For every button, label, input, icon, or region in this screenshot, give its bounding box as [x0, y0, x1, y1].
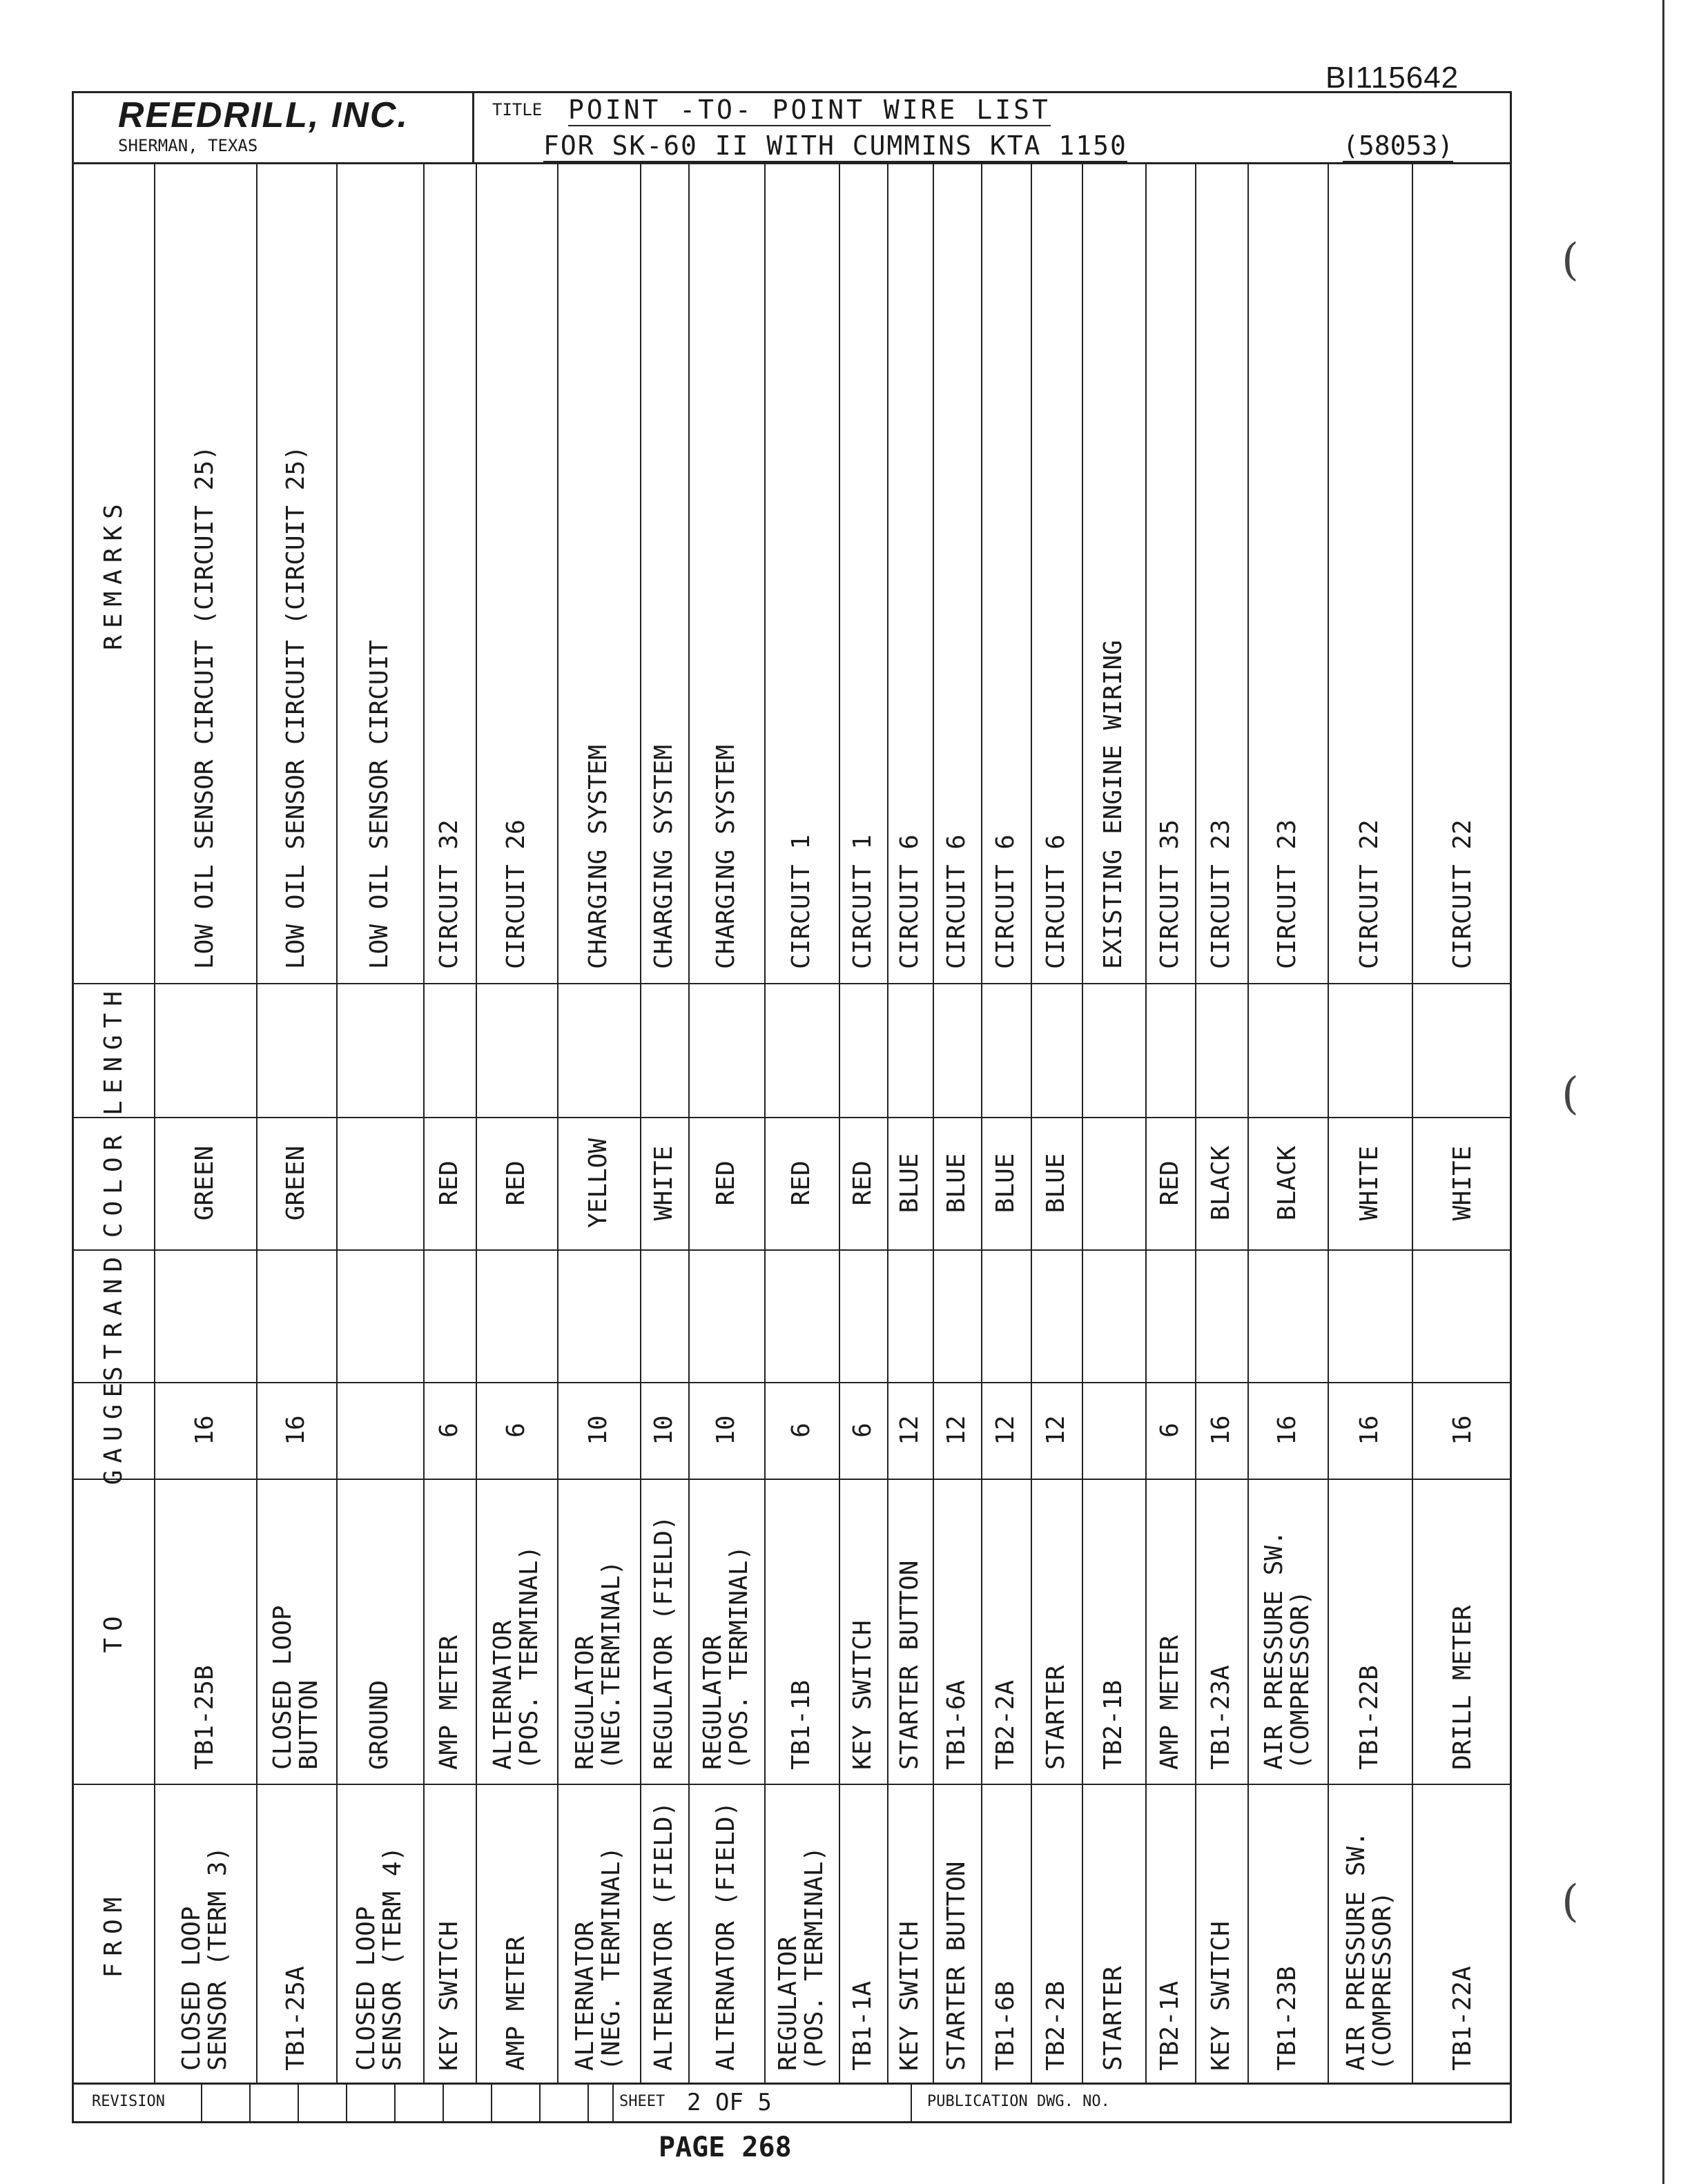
cell-color-text: RED	[712, 1160, 740, 1206]
cell-from	[154, 1784, 256, 2085]
cell-remarks-text: LOW OIL SENSOR CIRCUIT	[365, 640, 393, 969]
company-block	[74, 93, 474, 162]
cell-color	[981, 1117, 1031, 1249]
cell-from-text: TB1-25A	[282, 1966, 310, 2071]
binder-hole-mark: (	[1562, 1069, 1579, 1120]
title-block	[72, 91, 1512, 164]
cell-length	[839, 983, 887, 1117]
cell-remarks	[423, 164, 476, 983]
document-id: BI115642	[1325, 61, 1459, 95]
cell-color-text: RED	[787, 1160, 815, 1206]
cell-gauge-text: 10	[650, 1415, 678, 1445]
cell-color-text: BLUE	[942, 1153, 971, 1213]
cell-to	[1247, 1479, 1328, 1784]
cell-gauge	[1145, 1382, 1195, 1479]
cell-to	[839, 1479, 887, 1784]
cell-gauge	[764, 1382, 839, 1479]
cell-strand	[1082, 1249, 1145, 1382]
cell-remarks	[476, 164, 557, 983]
cell-remarks-text: CIRCUIT 6	[1042, 834, 1070, 969]
cell-color	[256, 1117, 336, 1249]
column-header-label: STRAND	[99, 1249, 128, 1382]
cell-gauge	[640, 1382, 688, 1479]
cell-strand	[1328, 1249, 1412, 1382]
cell-remarks	[1247, 164, 1328, 983]
cell-from-text: CLOSED LOOP SENSOR (TERM 4)	[352, 1846, 407, 2071]
cell-to-text: KEY SWITCH	[848, 1620, 877, 1770]
cell-to-text: TB2-2A	[991, 1679, 1020, 1770]
cell-remarks-text: CIRCUIT 23	[1273, 819, 1301, 969]
cell-remarks	[764, 164, 839, 983]
cell-color-text: BLACK	[1273, 1145, 1301, 1221]
cell-gauge-text: 6	[502, 1423, 530, 1438]
cell-color-text: WHITE	[1448, 1145, 1477, 1221]
cell-color	[1247, 1117, 1328, 1249]
cell-to-text: STARTER	[1042, 1665, 1070, 1770]
cell-to-text: TB1-23A	[1207, 1665, 1235, 1770]
cell-strand	[1031, 1249, 1082, 1382]
cell-from-text: ALTERNATOR (FIELD)	[712, 1801, 740, 2071]
cell-from	[1412, 1784, 1514, 2085]
cell-length	[933, 983, 981, 1117]
cell-color	[1328, 1117, 1412, 1249]
cell-length	[1145, 983, 1195, 1117]
cell-from-text: TB2-2B	[1042, 1980, 1070, 2071]
cell-color	[688, 1117, 764, 1249]
cell-to	[1031, 1479, 1082, 1784]
cell-to	[1328, 1479, 1412, 1784]
cell-to	[933, 1479, 981, 1784]
cell-color	[839, 1117, 887, 1249]
cell-from-text: TB2-1A	[1156, 1980, 1184, 2071]
cell-to-text: DRILL METER	[1448, 1605, 1477, 1770]
publication-dwg-label: PUBLICATION DWG. NO.	[927, 2093, 1110, 2110]
cell-strand	[887, 1249, 933, 1382]
cell-remarks-text: CIRCUIT 1	[848, 834, 877, 969]
cell-to	[1145, 1479, 1195, 1784]
cell-from	[1082, 1784, 1145, 2085]
cell-remarks-text: LOW OIL SENSOR CIRCUIT (CIRCUIT 25)	[282, 445, 310, 969]
cell-remarks-text: CHARGING SYSTEM	[712, 744, 740, 969]
cell-length	[557, 983, 640, 1117]
cell-to-text: STARTER BUTTON	[895, 1560, 924, 1770]
cell-remarks	[640, 164, 688, 983]
sheet-label: SHEET	[619, 2093, 665, 2110]
cell-gauge-text: 6	[848, 1423, 877, 1438]
column-header-label: REMARKS	[99, 497, 128, 650]
cell-to	[640, 1479, 688, 1784]
column-header-label: TO	[99, 1609, 128, 1653]
company-logo: REEDRILL, INC.	[118, 95, 409, 135]
cell-strand	[1412, 1249, 1514, 1382]
cell-length	[1031, 983, 1082, 1117]
cell-gauge	[256, 1382, 336, 1479]
cell-color-text: GREEN	[282, 1145, 310, 1221]
title-line-1: POINT -TO- POINT WIRE LIST	[568, 95, 1051, 125]
cell-gauge-text: 16	[1273, 1415, 1301, 1445]
cell-from	[557, 1784, 640, 2085]
title-number: (58053)	[1343, 130, 1454, 161]
cell-strand	[476, 1249, 557, 1382]
cell-color	[640, 1117, 688, 1249]
cell-strand	[688, 1249, 764, 1382]
cell-color	[336, 1117, 423, 1249]
cell-length	[1412, 983, 1514, 1117]
cell-remarks-text: CIRCUIT 35	[1156, 819, 1184, 969]
cell-to-text: AMP METER	[1156, 1635, 1184, 1770]
cell-gauge	[154, 1382, 256, 1479]
cell-strand	[933, 1249, 981, 1382]
cell-to	[1412, 1479, 1514, 1784]
cell-remarks	[256, 164, 336, 983]
cell-to	[423, 1479, 476, 1784]
cell-color-text: BLUE	[991, 1153, 1020, 1213]
cell-from-text: TB1-6B	[991, 1980, 1020, 2071]
column-header-label: COLOR	[99, 1128, 128, 1238]
cell-to	[1082, 1479, 1145, 1784]
cell-remarks-text: CIRCUIT 6	[991, 834, 1020, 969]
cell-from	[256, 1784, 336, 2085]
cell-gauge-text: 10	[584, 1415, 612, 1445]
cell-gauge-text: 12	[942, 1415, 971, 1445]
cell-gauge	[933, 1382, 981, 1479]
wire-list-table	[72, 164, 1512, 2085]
cell-gauge	[336, 1382, 423, 1479]
cell-to	[476, 1479, 557, 1784]
binder-hole-mark: (	[1562, 1876, 1579, 1927]
column-header-label: GAUGE	[99, 1375, 128, 1485]
cell-to-text: REGULATOR (NEG.TERMINAL)	[571, 1560, 625, 1770]
cell-to-text: ALTERNATOR (POS. TERMINAL)	[489, 1545, 543, 1770]
cell-remarks	[1195, 164, 1247, 983]
cell-strand	[256, 1249, 336, 1382]
cell-to-text: TB1-25B	[191, 1665, 219, 1770]
cell-color-text: BLACK	[1207, 1145, 1235, 1221]
column-header-strand	[74, 1249, 154, 1382]
cell-gauge-text: 6	[1156, 1423, 1184, 1438]
column-header-color	[74, 1117, 154, 1249]
cell-to-text: REGULATOR (FIELD)	[650, 1515, 678, 1770]
cell-length	[1082, 983, 1145, 1117]
cell-gauge-text: 6	[435, 1423, 463, 1438]
cell-from-text: STARTER	[1099, 1966, 1127, 2071]
cell-color	[423, 1117, 476, 1249]
company-location: SHERMAN, TEXAS	[118, 136, 258, 155]
cell-color-text: BLUE	[1042, 1153, 1070, 1213]
column-header-remarks	[74, 164, 154, 983]
cell-strand	[839, 1249, 887, 1382]
cell-to	[154, 1479, 256, 1784]
cell-gauge	[1247, 1382, 1328, 1479]
cell-remarks	[981, 164, 1031, 983]
cell-from	[764, 1784, 839, 2085]
cell-remarks	[336, 164, 423, 983]
cell-color	[557, 1117, 640, 1249]
cell-from-text: STARTER BUTTON	[942, 1861, 971, 2071]
cell-remarks	[839, 164, 887, 983]
cell-gauge	[557, 1382, 640, 1479]
cell-length	[688, 983, 764, 1117]
cell-color-text: BLUE	[895, 1153, 924, 1213]
cell-color-text: WHITE	[650, 1145, 678, 1221]
title-label: TITLE	[492, 100, 543, 119]
cell-remarks-text: CIRCUIT 32	[435, 819, 463, 969]
cell-gauge-text: 12	[991, 1415, 1020, 1445]
page-edge-line	[1662, 0, 1664, 2184]
cell-remarks-text: CIRCUIT 6	[942, 834, 971, 969]
cell-to	[764, 1479, 839, 1784]
column-header-gauge	[74, 1375, 154, 1485]
cell-gauge-text: 16	[282, 1415, 310, 1445]
cell-from-text: TB1-1A	[848, 1980, 877, 2071]
cell-from	[887, 1784, 933, 2085]
cell-strand	[764, 1249, 839, 1382]
cell-gauge	[981, 1382, 1031, 1479]
cell-strand	[1195, 1249, 1247, 1382]
cell-strand	[336, 1249, 423, 1382]
cell-remarks	[688, 164, 764, 983]
cell-remarks	[1145, 164, 1195, 983]
cell-to	[981, 1479, 1031, 1784]
cell-length	[1328, 983, 1412, 1117]
cell-gauge	[1082, 1382, 1145, 1479]
cell-length	[981, 983, 1031, 1117]
cell-from-text: CLOSED LOOP SENSOR (TERM 3)	[177, 1846, 232, 2071]
cell-from	[1031, 1784, 1082, 2085]
cell-from	[423, 1784, 476, 2085]
cell-remarks-text: LOW OIL SENSOR CIRCUIT (CIRCUIT 25)	[191, 445, 219, 969]
cell-remarks	[154, 164, 256, 983]
cell-gauge	[1031, 1382, 1082, 1479]
cell-from-text: ALTERNATOR (FIELD)	[650, 1801, 678, 2071]
cell-color	[154, 1117, 256, 1249]
cell-color	[476, 1117, 557, 1249]
cell-to-text: REGULATOR (POS. TERMINAL)	[699, 1545, 753, 1770]
cell-to	[557, 1479, 640, 1784]
cell-from-text: REGULATOR (POS. TERMINAL)	[774, 1846, 828, 2071]
cell-color-text: RED	[1156, 1160, 1184, 1206]
cell-gauge-text: 12	[895, 1415, 924, 1445]
cell-remarks-text: CIRCUIT 26	[502, 819, 530, 969]
cell-to	[1195, 1479, 1247, 1784]
sheet-value: 2 OF 5	[687, 2089, 772, 2116]
cell-remarks	[887, 164, 933, 983]
cell-from	[688, 1784, 764, 2085]
cell-from	[1195, 1784, 1247, 2085]
cell-from	[933, 1784, 981, 2085]
cell-to-text: TB1-6A	[942, 1679, 971, 1770]
cell-length	[423, 983, 476, 1117]
cell-color	[1082, 1117, 1145, 1249]
cell-from-text: KEY SWITCH	[435, 1921, 463, 2071]
cell-gauge	[423, 1382, 476, 1479]
cell-gauge-text: 16	[1448, 1415, 1477, 1445]
cell-gauge	[1412, 1382, 1514, 1479]
cell-strand	[557, 1249, 640, 1382]
cell-from-text: KEY SWITCH	[895, 1921, 924, 2071]
cell-remarks-text: CIRCUIT 22	[1448, 819, 1477, 969]
cell-strand	[981, 1249, 1031, 1382]
cell-strand	[154, 1249, 256, 1382]
cell-remarks	[1412, 164, 1514, 983]
cell-to-text: GROUND	[365, 1679, 393, 1770]
cell-from-text: KEY SWITCH	[1207, 1921, 1235, 2071]
cell-to	[336, 1479, 423, 1784]
cell-color	[1412, 1117, 1514, 1249]
cell-length	[1195, 983, 1247, 1117]
cell-from-text: AIR PRESSURE SW. (COMPRESSOR)	[1342, 1831, 1397, 2071]
cell-to-text: CLOSED LOOP BUTTON	[269, 1605, 323, 1770]
cell-gauge-text: 12	[1042, 1415, 1070, 1445]
cell-gauge	[1328, 1382, 1412, 1479]
cell-length	[640, 983, 688, 1117]
revision-label: REVISION	[92, 2093, 165, 2110]
cell-gauge	[839, 1382, 887, 1479]
cell-to	[688, 1479, 764, 1784]
cell-color-text: RED	[435, 1160, 463, 1206]
cell-color	[887, 1117, 933, 1249]
cell-color	[1195, 1117, 1247, 1249]
cell-to-text: TB2-1B	[1099, 1679, 1127, 1770]
cell-remarks	[1082, 164, 1145, 983]
column-header-label: FROM	[99, 1890, 128, 1978]
cell-remarks	[557, 164, 640, 983]
page-number: PAGE 268	[659, 2132, 792, 2163]
cell-remarks	[1031, 164, 1082, 983]
cell-from-text: AMP METER	[502, 1936, 530, 2071]
column-header-length	[74, 983, 154, 1117]
column-header-from	[74, 1784, 154, 2085]
cell-color-text: WHITE	[1355, 1145, 1383, 1221]
cell-to	[256, 1479, 336, 1784]
cell-remarks-text: CIRCUIT 22	[1355, 819, 1383, 969]
cell-color	[764, 1117, 839, 1249]
cell-from	[1247, 1784, 1328, 2085]
cell-from	[640, 1784, 688, 2085]
cell-gauge	[688, 1382, 764, 1479]
column-header-label: LENGTH	[99, 984, 128, 1116]
cell-length	[154, 983, 256, 1117]
cell-length	[256, 983, 336, 1117]
cell-gauge	[476, 1382, 557, 1479]
cell-gauge	[887, 1382, 933, 1479]
cell-length	[476, 983, 557, 1117]
cell-strand	[423, 1249, 476, 1382]
cell-color	[933, 1117, 981, 1249]
cell-gauge-text: 6	[787, 1423, 815, 1438]
cell-remarks-text: EXISTING ENGINE WIRING	[1099, 640, 1127, 969]
cell-remarks-text: CIRCUIT 23	[1207, 819, 1235, 969]
cell-color-text: RED	[502, 1160, 530, 1206]
cell-from	[476, 1784, 557, 2085]
cell-length	[336, 983, 423, 1117]
cell-from-text: ALTERNATOR (NEG. TERMINAL)	[571, 1846, 625, 2071]
cell-gauge	[1195, 1382, 1247, 1479]
cell-gauge-text: 16	[1355, 1415, 1383, 1445]
cell-from	[336, 1784, 423, 2085]
cell-from	[1145, 1784, 1195, 2085]
cell-color-text: RED	[848, 1160, 877, 1206]
cell-color-text: YELLOW	[584, 1138, 612, 1229]
footer-strip	[72, 2085, 1512, 2123]
cell-gauge-text: 16	[191, 1415, 219, 1445]
cell-remarks-text: CIRCUIT 6	[895, 834, 924, 969]
cell-to-text: TB1-22B	[1355, 1665, 1383, 1770]
cell-from	[1328, 1784, 1412, 2085]
cell-to	[887, 1479, 933, 1784]
cell-color	[1031, 1117, 1082, 1249]
cell-strand	[1145, 1249, 1195, 1382]
title-line-2: FOR SK-60 II WITH CUMMINS KTA 1150	[543, 130, 1127, 161]
cell-from-text: TB1-22A	[1448, 1966, 1477, 2071]
cell-strand	[640, 1249, 688, 1382]
cell-remarks	[933, 164, 981, 983]
cell-remarks-text: CIRCUIT 1	[787, 834, 815, 969]
cell-from	[981, 1784, 1031, 2085]
cell-color-text: GREEN	[191, 1145, 219, 1221]
cell-gauge-text: 16	[1207, 1415, 1235, 1445]
cell-to-text: TB1-1B	[787, 1679, 815, 1770]
binder-hole-mark: (	[1562, 235, 1579, 286]
cell-remarks	[1328, 164, 1412, 983]
cell-length	[887, 983, 933, 1117]
cell-strand	[1247, 1249, 1328, 1382]
cell-length	[1247, 983, 1328, 1117]
cell-gauge-text: 10	[712, 1415, 740, 1445]
cell-from	[839, 1784, 887, 2085]
cell-color	[1145, 1117, 1195, 1249]
column-header-to	[74, 1479, 154, 1784]
cell-from-text: TB1-23B	[1273, 1966, 1301, 2071]
cell-to-text: AIR PRESSURE SW. (COMPRESSOR)	[1260, 1530, 1314, 1770]
cell-to-text: AMP METER	[435, 1635, 463, 1770]
cell-remarks-text: CHARGING SYSTEM	[584, 744, 612, 969]
cell-remarks-text: CHARGING SYSTEM	[650, 744, 678, 969]
cell-length	[764, 983, 839, 1117]
